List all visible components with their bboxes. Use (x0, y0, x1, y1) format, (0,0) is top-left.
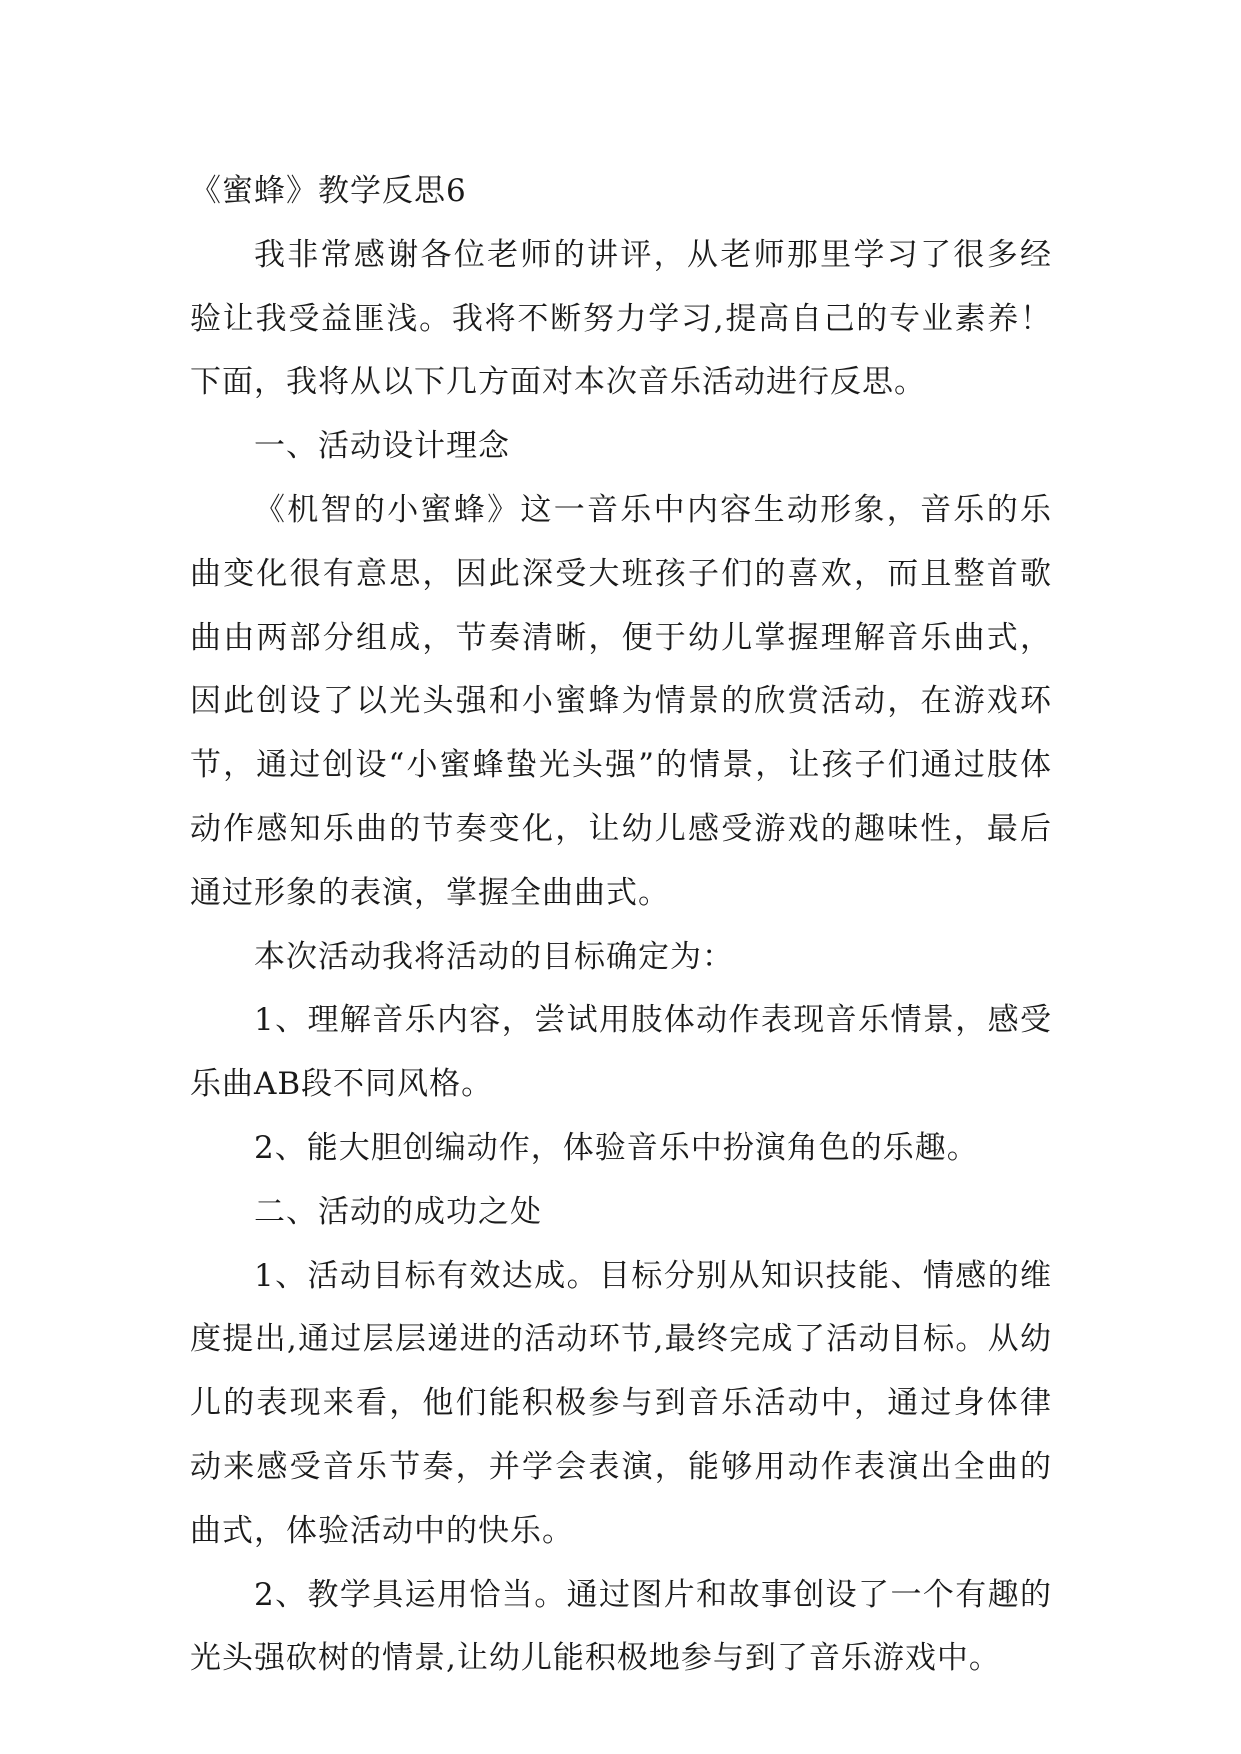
paragraph-design-concept: 《机智的小蜜蜂》这一音乐中内容生动形象，音乐的乐曲变化很有意思，因此深受大班孩子们的喜欢，而且整首歌曲由两部分组成，节奏清晰，便于幼儿掌握理解音乐曲式，因此创设了以光头强和小蜜蜂为情景的欣赏活动，在游戏环节，通过创设“小蜜蜂蛰光头强”的情景，让孩子们通过肢体动作感知乐曲的节奏变化，让幼儿感受游戏的趣味性，最后通过形象的表演，掌握全曲曲式。 (190, 491, 1052, 911)
document-body (190, 160, 1052, 1691)
goal-item-2: 2、能大胆创编动作，体验音乐中扮演角色的乐趣。 (254, 1129, 979, 1166)
paragraph-goals-intro: 本次活动我将活动的目标确定为： (254, 938, 734, 975)
document-title: 《蜜蜂》教学反思6 (190, 173, 467, 209)
success-item-1: 1、活动目标有效达成。目标分别从知识技能、情感的维度提出,通过层层递进的活动环节,最终完成了活动目标。从幼儿的表现来看，他们能积极参与到音乐活动中，通过身体律动来感受音乐节奏，并学会表演，能够用动作表演出全曲的曲式，体验活动中的快乐。 (190, 1257, 1052, 1549)
success-item-2: 2、教学具运用恰当。通过图片和故事创设了一个有趣的光头强砍树的情景,让幼儿能积极地参与到了音乐游戏中。 (190, 1576, 1052, 1677)
goal-item-1: 1、理解音乐内容，尝试用肢体动作表现音乐情景，感受乐曲AB段不同风格。 (190, 1002, 1052, 1103)
section-heading-design-concept: 一、活动设计理念 (254, 428, 510, 465)
section-heading-successes: 二、活动的成功之处 (254, 1193, 542, 1230)
paragraph-intro: 我非常感谢各位老师的讲评，从老师那里学习了很多经验让我受益匪浅。我将不断努力学习,提高自己的专业素养！下面，我将从以下几方面对本次音乐活动进行反思。 (190, 236, 1052, 401)
